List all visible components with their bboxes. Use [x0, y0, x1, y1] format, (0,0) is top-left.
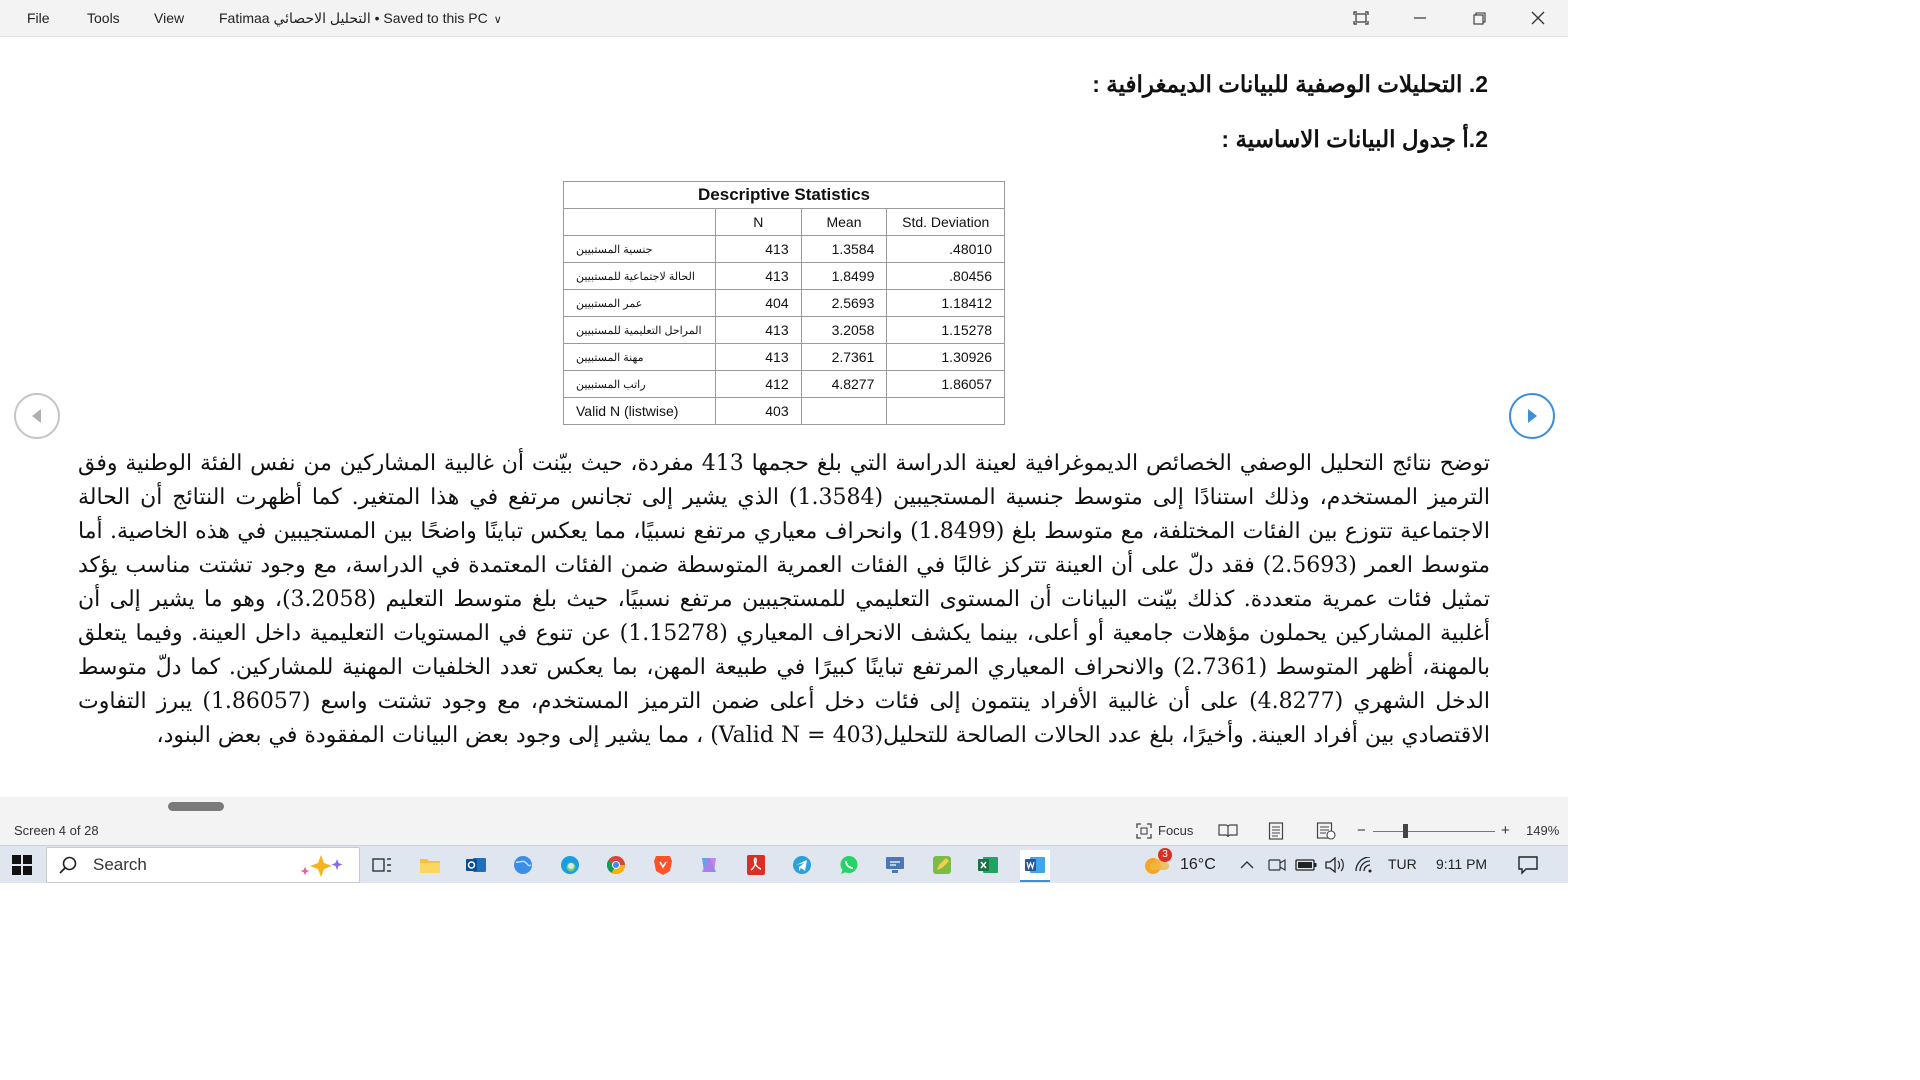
excel-button[interactable] — [973, 850, 1003, 880]
row-mean: 3.2058 — [801, 317, 887, 344]
outlook-button[interactable] — [461, 850, 491, 880]
document-title-text: Fatimaa التحليل الاحصائي • Saved to this PC — [219, 10, 488, 26]
wifi-icon[interactable] — [1349, 850, 1379, 880]
windows-logo-icon — [12, 855, 32, 875]
maps-app-button[interactable] — [508, 850, 538, 880]
brave-icon — [653, 854, 673, 876]
notification-icon — [1517, 855, 1539, 875]
analysis-paragraph: توضح نتائج التحليل الوصفي الخصائص الديموغرافية لعينة الدراسة التي بلغ حجمها 413 مفردة، حيث بيّنت أن غالبية المشاركين من نفس الفئة الوطنية وفق الترميز المستخدم، وذلك استنادًا إلى متوسط جنسية المستجيبين (1.3584) الذي يشير إلى تجانس مرتفع في هذا المتغير. كما أظهرت النتائج أن الحالة الاجتماعية تتوزع بين الفئات المختلفة، مع متوسط بلغ (1.8499) وانحراف معياري مرتفع نسبيًا، مما يعكس تباينًا واضحًا بين المستجيبين في هذه الخاصية. أما متوسط العمر (2.5693) فقد دلّ على أن العينة تتركز غالبًا في الفئات العمرية المتوسطة ضمن الفئات المعتمدة في الدراسة، مع وجود تشتت مناسب يؤكد تمثيل فئات عمرية متعددة. كذلك بيّنت البيانات أن المستوى التعليمي للمستجيبين مرتفع نسبيًا، حيث بلغ متوسط التعليم (3.2058)، وهو ما يشير إلى أن أغلبية المشاركين يحملون مؤهلات جامعية أو أعلى، بينما يكشف الانحراف المعياري (1.15278) عن تنوع في المستويات التعليمية داخل العينة. وفيما يتعلق بالمهنة، أظهر المتوسط (2.7361) والانحراف المعياري المرتفع تباينًا كبيرًا في طبيعة المهن، بما يعكس تعدد الخلفيات المهنية للمشاركين. كما دلّ متوسط الدخل الشهري (4.8277) على أن غالبية الأفراد ينتمون إلى فئات دخل أعلى ضمن الترميز المستخدم، مع وجود تشتت واسع (1.86057) يبرز التفاوت الاقتصادي بين أفراد العينة. وأخيرًا، بلغ عدد الحالات الصالحة للتحليل(Valid N = 403) ، مما يشير إلى وجود بعض البيانات المفقودة في بعض البنود، — [78, 451, 1491, 748]
clock-time[interactable]: 9:11 PM — [1436, 856, 1488, 872]
telegram-button[interactable] — [787, 850, 817, 880]
weather-badge: 3 — [1158, 848, 1172, 862]
row-mean: 1.3584 — [801, 236, 887, 263]
arrow-left-icon — [30, 408, 44, 424]
row-mean: 1.8499 — [801, 263, 887, 290]
row-n: 413 — [716, 236, 802, 263]
close-icon[interactable] — [1515, 0, 1561, 36]
telegram-icon — [791, 854, 813, 876]
row-label: راتب المستبيين — [564, 371, 716, 398]
row-label: جنسية المستبيين — [564, 236, 716, 263]
word-icon — [1024, 855, 1046, 875]
search-icon — [59, 856, 77, 874]
table-row — [564, 236, 1005, 263]
row-n: 413 — [716, 263, 802, 290]
table-row — [564, 290, 1005, 317]
document-title[interactable] — [219, 0, 502, 36]
show-hidden-icons-button[interactable] — [1232, 850, 1262, 880]
row-n: 404 — [716, 290, 802, 317]
page-counter: Screen 4 of 28 — [14, 823, 99, 838]
restore-icon[interactable] — [1456, 0, 1502, 36]
minimize-icon[interactable] — [1397, 0, 1443, 36]
document-page — [0, 37, 1568, 797]
table-header-mean: Mean — [801, 209, 887, 236]
next-page-button[interactable] — [1509, 393, 1555, 439]
row-label: Valid N (listwise) — [564, 398, 716, 425]
arrow-right-icon — [1525, 408, 1539, 424]
monitor-icon — [884, 855, 906, 875]
task-view-button[interactable] — [367, 850, 397, 880]
table-row — [564, 263, 1005, 290]
row-std: .80456 — [887, 263, 1005, 290]
battery-icon[interactable] — [1291, 850, 1321, 880]
row-mean: 2.5693 — [801, 290, 887, 317]
row-n: 413 — [716, 317, 802, 344]
chevron-down-icon[interactable]: ∨ — [493, 14, 502, 26]
row-n: 413 — [716, 344, 802, 371]
folder-icon — [419, 856, 441, 874]
read-mode-button[interactable] — [1218, 817, 1238, 845]
focus-button[interactable] — [1136, 817, 1193, 845]
pencil-icon — [931, 854, 953, 876]
input-language[interactable]: TUR — [1388, 856, 1417, 872]
table-row — [564, 317, 1005, 344]
status-bar — [0, 817, 1568, 845]
globe-icon — [512, 854, 534, 876]
scrollbar-thumb[interactable] — [168, 802, 224, 811]
zoom-in-button[interactable]: + — [1501, 822, 1510, 839]
table-row — [564, 398, 1005, 425]
taskbar — [0, 845, 1568, 883]
horizontal-scrollbar[interactable] — [0, 797, 1568, 817]
menu-view[interactable]: View — [154, 10, 185, 26]
notifications-button[interactable] — [1513, 850, 1543, 880]
table-caption: Descriptive Statistics — [564, 182, 1005, 209]
row-n: 403 — [716, 398, 802, 425]
page-icon — [1268, 822, 1284, 840]
excel-icon — [977, 855, 999, 875]
taskbar-search-box[interactable] — [46, 847, 360, 883]
zoom-level[interactable]: 149% — [1526, 823, 1560, 838]
table-header-empty — [564, 209, 716, 236]
section-heading: 2. التحليلات الوصفية للبيانات الديمغرافية : — [1092, 71, 1488, 97]
table-header-std: Std. Deviation — [887, 209, 1005, 236]
row-label: مهنة المستبيين — [564, 344, 716, 371]
row-std: 1.30926 — [887, 344, 1005, 371]
subsection-heading: 2.أ جدول البيانات الاساسية : — [1221, 126, 1488, 152]
weather-widget[interactable] — [1140, 850, 1170, 880]
row-std: 1.18412 — [887, 290, 1005, 317]
print-layout-button[interactable] — [1268, 817, 1284, 845]
file-explorer-button[interactable] — [415, 850, 445, 880]
pdf-icon — [746, 854, 766, 876]
brave-button[interactable] — [648, 850, 678, 880]
edge-icon — [559, 854, 581, 876]
whatsapp-button[interactable] — [834, 850, 864, 880]
remote-desktop-button[interactable] — [880, 850, 910, 880]
table-header-n: N — [716, 209, 802, 236]
menu-file[interactable]: File — [27, 10, 50, 26]
fullscreen-icon[interactable] — [1338, 0, 1384, 36]
temperature[interactable]: 16°C — [1180, 856, 1216, 873]
row-mean: 2.7361 — [801, 344, 887, 371]
row-std: 1.15278 — [887, 317, 1005, 344]
whatsapp-icon — [838, 854, 860, 876]
search-label: Search — [93, 855, 147, 874]
windows-start-button[interactable] — [7, 850, 37, 880]
chrome-button[interactable] — [601, 850, 631, 880]
search-highlight-icon — [297, 853, 349, 877]
focus-label: Focus — [1158, 823, 1194, 838]
edge-button[interactable] — [555, 850, 585, 880]
volume-icon[interactable] — [1320, 850, 1350, 880]
row-label: عمر المستبيين — [564, 290, 716, 317]
meet-now-icon[interactable] — [1262, 850, 1292, 880]
acrobat-button[interactable] — [741, 850, 771, 880]
focus-icon — [1136, 823, 1152, 839]
row-label: الحالة لاجتماعية للمستبيين — [564, 263, 716, 290]
zoom-slider[interactable] — [1373, 817, 1495, 845]
descriptive-statistics-table — [563, 181, 1005, 425]
zoom-track — [1373, 831, 1495, 832]
table-header-row — [564, 209, 1005, 236]
web-layout-icon — [1316, 822, 1336, 840]
zoom-thumb[interactable] — [1403, 824, 1408, 838]
row-mean — [801, 398, 887, 425]
row-label: المراحل التعليمية للمستبيين — [564, 317, 716, 344]
menu-tools[interactable]: Tools — [87, 10, 120, 26]
chevron-up-icon — [1240, 860, 1254, 870]
previous-page-button[interactable] — [14, 393, 60, 439]
row-mean: 4.8277 — [801, 371, 887, 398]
chrome-icon — [605, 854, 627, 876]
table-row — [564, 344, 1005, 371]
task-view-icon — [371, 856, 393, 874]
table-row — [564, 371, 1005, 398]
zoom-out-button[interactable]: − — [1357, 822, 1366, 839]
row-n: 412 — [716, 371, 802, 398]
book-icon — [1218, 823, 1238, 839]
row-std: 1.86057 — [887, 371, 1005, 398]
copilot-button[interactable] — [694, 850, 724, 880]
row-std: .48010 — [887, 236, 1005, 263]
outlook-icon — [465, 855, 487, 875]
web-layout-button[interactable] — [1316, 817, 1336, 845]
copilot-icon — [698, 855, 720, 875]
title-bar — [0, 0, 1568, 37]
row-std — [887, 398, 1005, 425]
notes-app-button[interactable] — [927, 850, 957, 880]
word-button[interactable] — [1020, 850, 1050, 882]
